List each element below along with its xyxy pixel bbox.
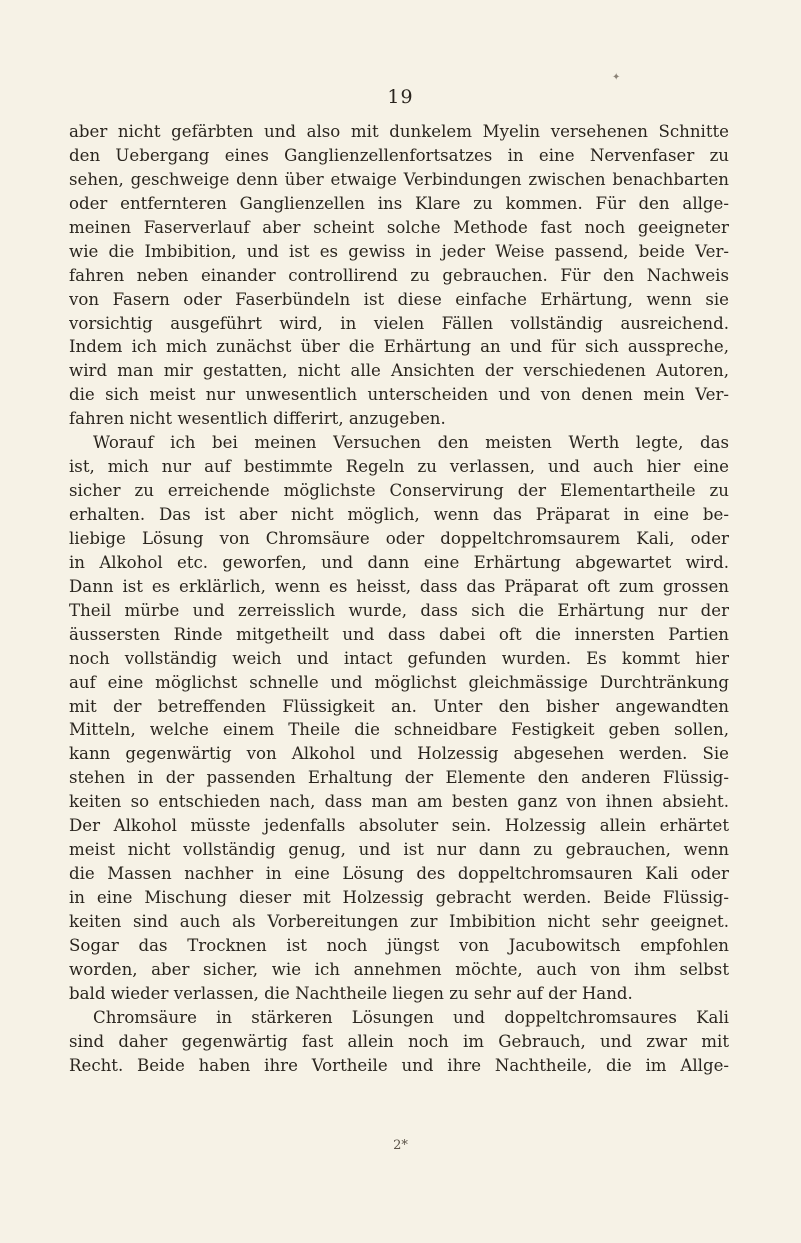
printer-speck-glyph: ✦ xyxy=(612,72,621,83)
page-number: 19 xyxy=(387,86,414,108)
text-line: äussersten Rinde mitgetheilt und dass dabei oft die innersten Partien xyxy=(69,624,729,644)
text-line: liebige Lösung von Chromsäure oder doppeltchromsaurem Kali, oder xyxy=(69,528,729,548)
text-line: meist nicht vollständig genug, und ist nur dann zu gebrauchen, wenn xyxy=(69,840,729,860)
text-line: in eine Mischung dieser mit Holzessig gebracht werden. Beide Flüssig- xyxy=(69,888,729,907)
text-line: Indem ich mich zunächst über die Erhärtung an und für sich ausspreche, xyxy=(69,337,729,357)
text-line: von Fasern oder Faserbündeln ist diese einfache Erhärtung, wenn sie xyxy=(69,289,729,309)
text-line: den Uebergang eines Ganglienzellenfortsatzes in eine Nervenfaser zu xyxy=(69,145,729,165)
text-line: stehen in der passenden Erhaltung der Elemente den anderen Flüssig- xyxy=(69,768,729,788)
text-line: Mitteln, welche einem Theile die schneidbare Festigkeit geben sollen, xyxy=(69,720,729,740)
text-line: fahren neben einander controllirend zu gebrauchen. Für den Nachweis xyxy=(69,265,729,285)
text-line: Theil mürbe und zerreisslich wurde, dass sich die Erhärtung nur der xyxy=(69,600,729,620)
text-line: bald wieder verlassen, die Nachtheile liegen zu sehr auf der Hand. xyxy=(69,983,633,1003)
text-line: oder entfernteren Ganglienzellen ins Klare zu kommen. Für den allge- xyxy=(69,193,729,213)
text-line: keiten sind auch als Vorbereitungen zur Imbibition nicht sehr geeignet. xyxy=(69,911,729,931)
text-line: erhalten. Das ist aber nicht möglich, wenn das Präparat in eine be- xyxy=(69,505,729,524)
text-line: fahren nicht wesentlich differirt, anzugeben. xyxy=(69,409,446,429)
text-line: die sich meist nur unwesentlich unterscheiden und von denen mein Ver- xyxy=(69,385,729,405)
text-line: sehen, geschweige denn über etwaige Verbindungen zwischen benachbarten xyxy=(69,169,729,189)
text-line: worden, aber sicher, wie ich annehmen möchte, auch von ihm selbst xyxy=(69,959,729,979)
text-line: wird man mir gestatten, nicht alle Ansichten der verschiedenen Autoren, xyxy=(69,361,729,381)
text-line: sicher zu erreichende möglichste Conservirung der Elementartheile zu xyxy=(69,481,729,501)
signature-mark: 2* xyxy=(393,1138,408,1153)
text-line: keiten so entschieden nach, dass man am besten ganz von ihnen absieht. xyxy=(69,792,729,812)
text-line: wie die Imbibition, und ist es gewiss in jeder Weise passend, beide Ver- xyxy=(69,241,729,261)
text-line: kann gegenwärtig von Alkohol und Holzessig abgesehen werden. Sie xyxy=(69,744,729,764)
text-line: ist, mich nur auf bestimmte Regeln zu verlassen, und auch hier eine xyxy=(69,457,729,477)
text-line: in Alkohol etc. geworfen, und dann eine Erhärtung abgewartet wird. xyxy=(69,552,729,572)
body-text xyxy=(69,120,729,1078)
text-line: mit der betreffenden Flüssigkeit an. Unter den bisher angewandten xyxy=(69,696,729,716)
text-line: auf eine möglichst schnelle und möglichst gleichmässige Durchtränkung xyxy=(69,672,729,692)
text-line: noch vollständig weich und intact gefunden wurden. Es kommt hier xyxy=(69,648,729,668)
text-line: vorsichtig ausgeführt wird, in vielen Fällen vollständig ausreichend. xyxy=(69,313,729,333)
text-line: Recht. Beide haben ihre Vortheile und ihre Nachtheile, die im Allge- xyxy=(69,1055,729,1075)
text-line: Sogar das Trocknen ist noch jüngst von Jacubowitsch empfohlen xyxy=(69,935,729,955)
text-line: Chromsäure in stärkeren Lösungen und doppeltchromsaures Kali xyxy=(93,1007,729,1027)
text-line: Der Alkohol müsste jedenfalls absoluter sein. Holzessig allein erhärtet xyxy=(69,816,729,836)
text-line: Dann ist es erklärlich, wenn es heisst, dass das Präparat oft zum grossen xyxy=(69,576,729,596)
text-line: meinen Faserverlauf aber scheint solche Methode fast noch geeigneter xyxy=(69,217,729,237)
text-line: sind daher gegenwärtig fast allein noch im Gebrauch, und zwar mit xyxy=(69,1031,729,1051)
text-line: Worauf ich bei meinen Versuchen den meisten Werth legte, das xyxy=(93,433,729,453)
text-line: die Massen nachher in eine Lösung des doppeltchromsauren Kali oder xyxy=(69,864,729,884)
text-line: aber nicht gefärbten und also mit dunkelem Myelin versehenen Schnitte xyxy=(69,122,729,141)
